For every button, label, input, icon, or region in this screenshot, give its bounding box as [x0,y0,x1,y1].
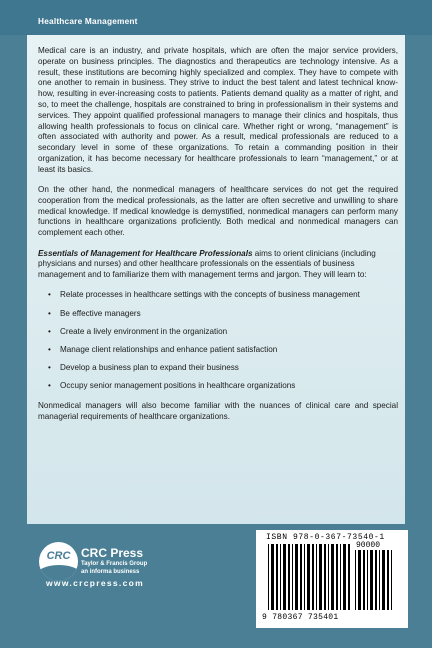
list-item: • Relate processes in healthcare settings with the concepts of business management [48,290,360,300]
list-item: • Create a lively environment in the organization [48,326,228,336]
publisher-name: CRC Press [81,546,144,560]
barcode-addon-icon [355,550,395,610]
barcode-icon [268,544,352,610]
book-title: Essentials of Management for Healthcare Professionals [38,248,253,258]
list-item: • Occupy senior management positions in healthcare organizations [48,381,296,391]
paragraph-4: Nonmedical managers will also become familiar with the nuances of clinical care and special managerial requirements of healthcare organizations. [38,401,398,421]
crc-logo-icon [39,542,78,581]
list-item: • Be effective managers [48,308,141,318]
logo-mark: CRC [46,550,71,562]
bullet-icon: • [48,290,51,300]
learning-list [38,290,398,392]
bullet-icon: • [48,363,51,373]
description-text [38,46,398,432]
bullet-icon: • [48,308,51,318]
paragraph-2: On the other hand, the nonmedical managers of healthcare services do not get the required cooperation from the medical professionals, as the latter are often secretive and unwilling to share medical knowledge. If medical knowledge is demystified, nonmedical managers can perform many functions in healthcare organizations proficiently. Both medical and nonmedical managers can complement each other. [38,185,398,238]
bullet-icon: • [48,381,51,391]
publisher-group-line: Taylor & Francis Group [81,561,148,567]
list-item: • Manage client relationships and enhance patient satisfaction [48,345,278,354]
publisher-url: www.crcpress.com [46,578,144,588]
list-item: • Develop a business plan to expand their business [48,363,239,373]
paragraph-3-text: aims to orient clinicians (including physicians and nurses) and other healthcare professionals on the essentials of business management and to familiarize them with management terms and jargon. They will learn to: [38,248,376,280]
paragraph-1: Medical care is an industry, and private hospitals, which are often the major service providers, operate on business principles. The diagnostics and therapeutics are technology intensive. As a result, these institutions are becoming highly specialized and complex. They have to compete with one another to remain in business. They strive to induct the best talent and latest technical know-how, resulting in ever-increasing costs to patients. Patients demand quality as a matter of right, and so, to meet the challenge, hospitals are constrained to bring in professionalism in their systems and services. They appoint qualified professional managers to manage their clinics and hospitals, thus allowing health professionals to focus on clinical care. Whether right or wrong, “management” is often associated with authority and power. As a result, medical professionals are reduced to a secondary level in some of these organizations. To retain a commanding position in their organization, it has become necessary for healthcare professionals to learn “management,” or at least its basics. [38,46,398,174]
paragraph-3 [38,249,398,281]
ean-number: 9 780367 735401 [262,613,339,622]
price-code: 90000 [356,541,381,550]
category-label: Healthcare Management [38,16,138,26]
bullet-icon: • [48,345,51,354]
publisher-group-line: an informa business [81,568,140,575]
bullet-icon: • [48,326,51,336]
isbn-label: ISBN 978-0-367-73540-1 [266,533,385,542]
publisher-group [81,561,147,576]
